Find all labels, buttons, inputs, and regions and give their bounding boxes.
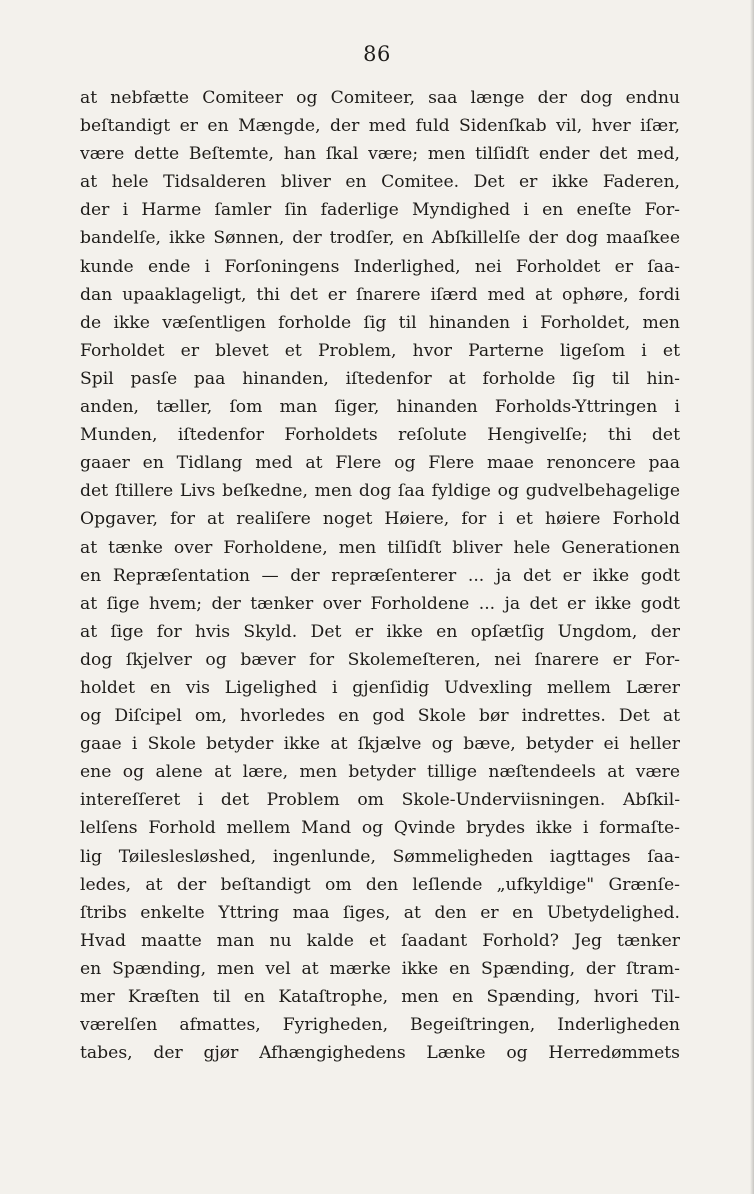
text-line: kunde ende i Forſoningens Inderlighed, nei Forholdet er ſaa-	[80, 256, 680, 277]
text-line: og Diſcipel om, hvorledes en god Skole bør indrettes. Det at	[80, 706, 680, 727]
text-line: ene og alene at lære, men betyder tillige næſtendeels at være	[80, 762, 680, 783]
text-line: ſtribs enkelte Yttring maa ſiges, at den er en Ubetydelighed.	[80, 902, 680, 923]
text-line: gaaer en Tidlang med at Flere og Flere maae renoncere paa	[80, 453, 680, 474]
text-line: at hele Tidsalderen bliver en Comitee. Det er ikke Faderen,	[80, 172, 680, 193]
text-line: bandelſe, ikke Sønnen, der trodſer, en Abſkillelſe der dog maaſkee	[80, 228, 680, 249]
text-line: at tænke over Forholdene, men tilſidſt bliver hele Generationen	[80, 537, 680, 558]
text-line: Forholdet er blevet et Problem, hvor Parterne ligeſom i et	[80, 340, 680, 361]
text-line: at nebfætte Comiteer og Comiteer, saa længe der dog endnu	[80, 88, 680, 108]
text-line: en Spænding, men vel at mærke ikke en Spænding, der ſtram-	[80, 958, 680, 979]
text-line: Munden, iſtedenfor Forholdets reſolute Hengivelſe; thi det	[80, 425, 680, 446]
text-line: dan upaaklageligt, thi det er ſnarere iſærd med at ophøre, fordi	[80, 284, 680, 305]
text-line: der i Harme ſamler ſin faderlige Myndighed i en eneſte For-	[80, 200, 680, 221]
text-line: at ſige hvem; der tænker over Forholdene ... ja det er ikke godt	[80, 593, 680, 614]
text-line: dog ſkjelver og bæver for Skolemeſteren, nei ſnarere er For-	[80, 649, 680, 670]
page-edge-shadow	[750, 0, 754, 1194]
text-line: være dette Beſtemte, han ſkal være; men tilſidſt ender det med,	[80, 144, 680, 165]
text-line: anden, tæller, ſom man ſiger, hinanden Forholds-Yttringen i	[80, 397, 680, 418]
text-line: Spil pasſe paa hinanden, iſtedenfor at forholde ſig til hin-	[80, 368, 680, 389]
text-line: de ikke væſentligen forholde ſig til hinanden i Forholdet, men	[80, 312, 680, 333]
text-line: det ſtillere Livs beſkedne, men dog ſaa fyldige og gudvelbehagelige	[80, 481, 680, 502]
text-line: tabes, der gjør Afhængighedens Lænke og Herredømmets	[80, 1043, 680, 1064]
text-line: Opgaver, for at realiſere noget Høiere, for i et høiere Forhold	[80, 509, 680, 530]
text-line: intereſſeret i det Problem om Skole-Underviisningen. Abſkil-	[80, 790, 680, 811]
text-line: mer Kræſten til en Kataſtrophe, men en Spænding, hvori Til-	[80, 987, 680, 1007]
text-line: lelſens Forhold mellem Mand og Qvinde brydes ikke i formaſte-	[80, 818, 680, 839]
text-line: lig Tøileslesløshed, ingenlunde, Sømmeligheden iagttages ſaa-	[80, 846, 680, 867]
text-line: værelſen afmattes, Fyrigheden, Begeiſtringen, Inderligheden	[80, 1015, 680, 1036]
text-line: at ſige for hvis Skyld. Det er ikke en opſætſig Ungdom, der	[80, 621, 680, 642]
text-line: holdet en vis Ligelighed i gjenſidig Udvexling mellem Lærer	[80, 677, 680, 698]
body-text	[80, 84, 680, 1067]
text-line: ledes, at der beſtandigt om den leſlende „ufkyldige" Grænſe-	[80, 874, 680, 895]
text-line: Hvad maatte man nu kalde et ſaadant Forhold? Jeg tænker	[80, 930, 680, 951]
page-number: 86	[363, 42, 391, 66]
text-line: gaae i Skole betyder ikke at ſkjælve og bæve, betyder ei heller	[80, 734, 680, 755]
text-line: beſtandigt er en Mængde, der med fuld Sidenſkab vil, hver iſær,	[80, 116, 680, 137]
text-line: en Repræſentation — der repræſenterer ... ja det er ikke godt	[80, 565, 680, 586]
